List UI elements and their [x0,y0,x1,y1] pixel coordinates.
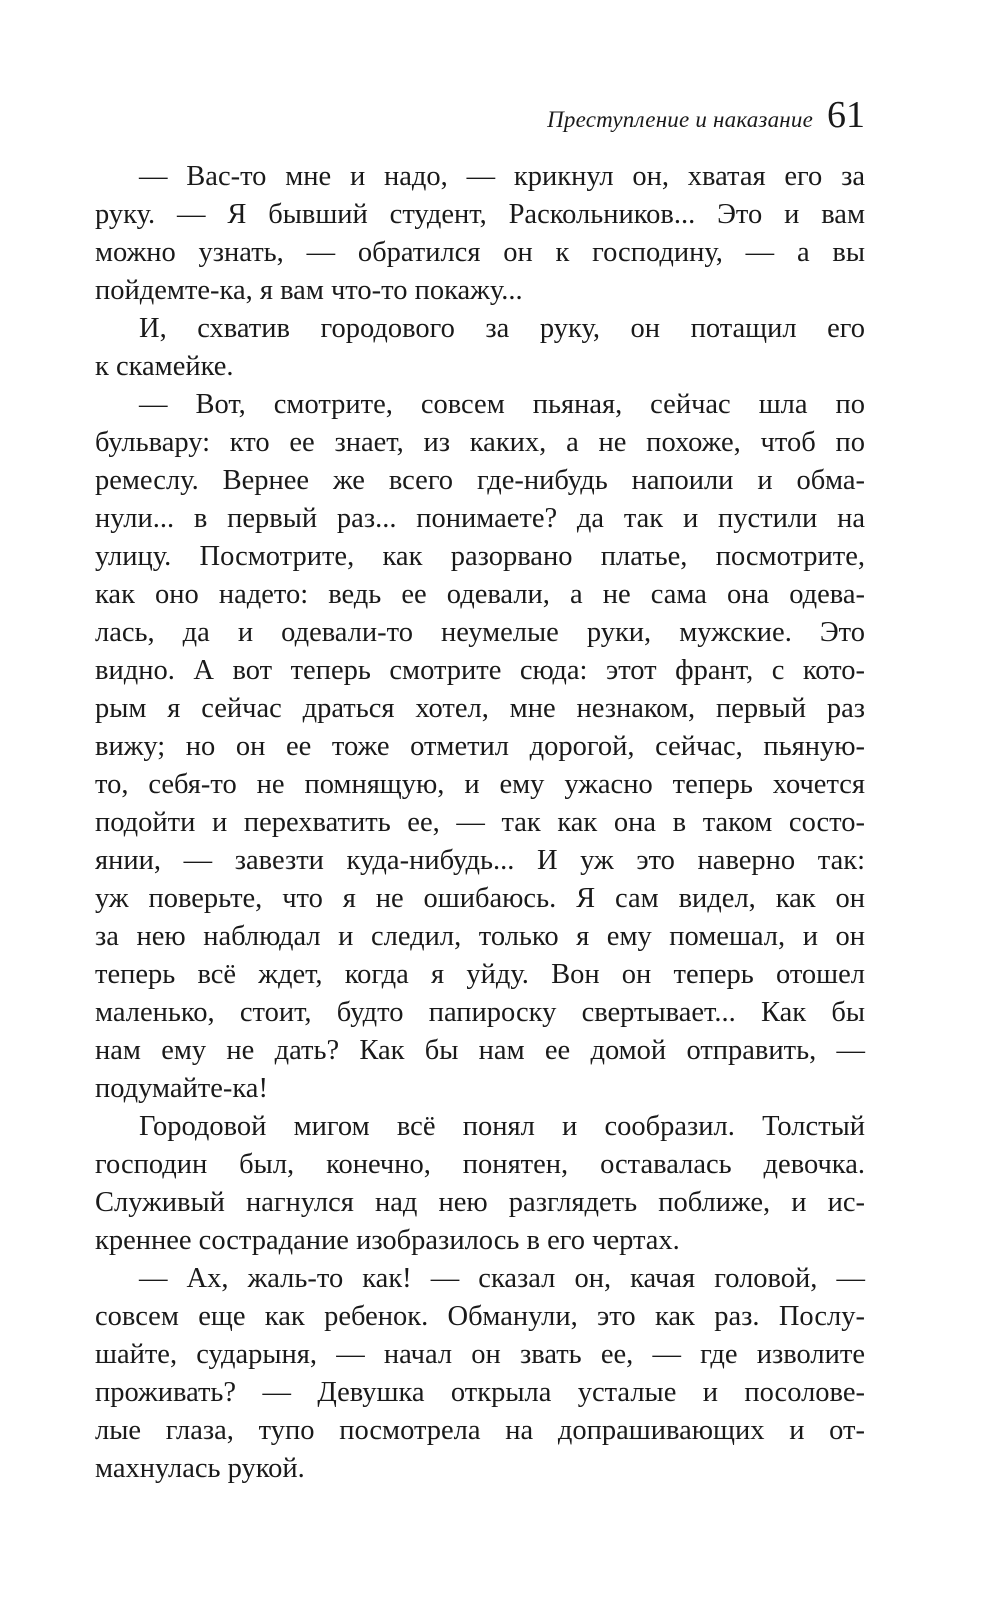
text-line: — Вас-то мне и надо, — крикнул он, хватая его за [139,161,865,192]
text-line: уж поверьте, что я не ошибаюсь. Я сам видел, как он [95,883,865,914]
text-line: Городовой мигом всё понял и сообразил. Толстый [139,1111,865,1142]
text-line: к скамейке. [95,351,234,382]
text-line: нули... в первый раз... понимаете? да так и пустили на [95,503,865,534]
text-line: — Ах, жаль-то как! — сказал он, качая головой, — [139,1263,865,1294]
text-line: то, себя-то не помнящую, и ему ужасно теперь хочется [95,769,865,800]
text-line: подумайте-ка! [95,1073,268,1104]
text-line: — Вот, смотрите, совсем пьяная, сейчас шла по [139,389,865,420]
text-line: лые глаза, тупо посмотрела на допрашивающих и от- [95,1415,865,1446]
text-line: господин был, конечно, понятен, оставалась девочка. [95,1149,865,1180]
text-line: рым я сейчас драться хотел, мне незнаком, первый раз [95,693,865,724]
text-line: И, схватив городового за руку, он потащил его [139,313,865,344]
text-line: проживать? — Девушка открыла усталые и посолове- [95,1377,865,1408]
text-line: видно. А вот теперь смотрите сюда: этот франт, с кото- [95,655,865,686]
text-line: махнулась рукой. [95,1453,305,1484]
text-line: шайте, сударыня, — начал он звать ее, — где изволите [95,1339,865,1370]
text-line: улицу. Посмотрите, как разорвано платье, посмотрите, [95,541,865,572]
text-line: маленько, стоит, будто папироску свертывает... Как бы [95,997,865,1028]
text-line: креннее сострадание изобразилось в его чертах. [95,1225,680,1256]
text-line: бульвару: кто ее знает, из каких, а не похоже, чтоб по [95,427,865,458]
text-line: ремеслу. Вернее же всего где-нибудь напоили и обма- [95,465,865,496]
text-line: совсем еще как ребенок. Обманули, это как раз. Послу- [95,1301,865,1332]
text-line: как оно надето: ведь ее одевали, а не сама она одева- [95,579,865,610]
body-text [95,158,865,1488]
text-line: янии, — завезти куда-нибудь... И уж это наверно так: [95,845,865,876]
running-title: Преступление и наказание [547,107,813,132]
page-number: 61 [827,94,865,136]
text-line: за нею наблюдал и следил, только я ему помешал, и он [95,921,865,952]
running-head [547,96,865,134]
text-line: лась, да и одевали-то неумелые руки, мужские. Это [95,617,865,648]
text-line: можно узнать, — обратился он к господину, — а вы [95,237,865,268]
text-line: вижу; но он ее тоже отметил дорогой, сейчас, пьяную- [95,731,865,762]
text-line: руку. — Я бывший студент, Раскольников... Это и вам [95,199,865,230]
text-line: Служивый нагнулся над нею разглядеть поближе, и ис- [95,1187,865,1218]
text-line: теперь всё ждет, когда я уйду. Вон он теперь отошел [95,959,865,990]
text-line: нам ему не дать? Как бы нам ее домой отправить, — [95,1035,865,1066]
text-line: подойти и перехватить ее, — так как она в таком состо- [95,807,865,838]
text-line: пойдемте-ка, я вам что-то покажу... [95,275,523,306]
